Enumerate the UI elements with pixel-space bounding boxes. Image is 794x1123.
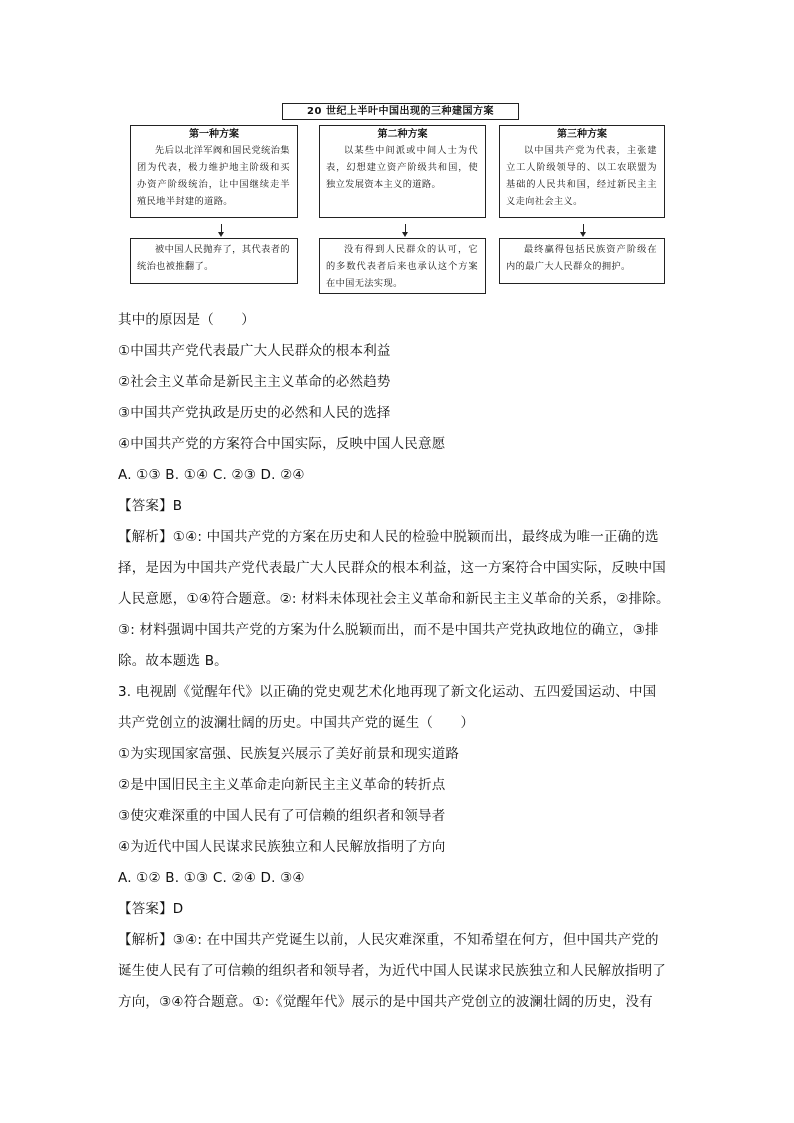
plan-1-result: 被中国人民抛弃了，其代表者的统治也被推翻了。: [137, 244, 290, 272]
plan-3-text: 以中国共产党为代表，主张建立工人阶级领导的、以工农联盟为基础的人民共和国，经过新民主主义走向社会主义。: [506, 145, 657, 207]
plan-1-arrow-icon: [221, 224, 222, 233]
q3-answer: 【答案】D: [118, 901, 184, 917]
q3-stem-line-1: 3. 电视剧《觉醒年代》以正确的党史观艺术化地再现了新文化运动、五四爱国运动、中国: [118, 684, 657, 700]
q3-choices: A. ①② B. ①③ C. ②④ D. ③④: [118, 870, 305, 886]
q2-analysis-line-2: 择，是因为中国共产党代表最广大人民群众的根本利益，这一方案符合中国实际，反映中国: [118, 560, 666, 576]
q2-analysis-line-1: 【解析】①④: 中国共产党的方案在历史和人民的检验中脱颖而出，最终成为唯一正确的选: [118, 529, 659, 545]
plan-3-result: 最终赢得包括民族资产阶级在内的最广大人民群众的拥护。: [506, 244, 657, 272]
plan-3-box: [499, 125, 665, 218]
plan-2-arrow-icon: [405, 224, 406, 233]
plan-1-box: [130, 125, 298, 218]
q3-analysis-line-2: 诞生使人民有了可信赖的组织者和领导者，为近代中国人民谋求民族独立和人民解放指明了: [118, 963, 666, 979]
three-plans-diagram: [0, 0, 794, 300]
q2-option-4: ④中国共产党的方案符合中国实际，反映中国人民意愿: [118, 436, 446, 452]
q3-analysis-line-3: 方向，③④符合题意。①:《觉醒年代》展示的是中国共产党创立的波澜壮阔的历史，没有: [118, 994, 653, 1010]
q3-option-4: ④为近代中国人民谋求民族独立和人民解放指明了方向: [118, 839, 446, 855]
q2-option-3: ③中国共产党执政是历史的必然和人民的选择: [118, 405, 391, 421]
plan-2-heading: 第二种方案: [377, 129, 428, 140]
q2-analysis-line-5: 除。故本题选 B。: [118, 653, 228, 669]
plan-2-result-box: [319, 238, 486, 294]
plan-3-arrow-icon: [583, 224, 584, 233]
q2-option-2: ②社会主义革命是新民主主义革命的必然趋势: [118, 374, 391, 390]
plan-1-result-box: [130, 238, 298, 284]
q2-option-1: ①中国共产党代表最广大人民群众的根本利益: [118, 343, 391, 359]
q2-stem: 其中的原因是（ ）: [118, 312, 255, 328]
question-content: [118, 305, 678, 1018]
plan-2-result: 没有得到人民群众的认可，它的多数代表者后来也承认这个方案在中国无法实现。: [326, 244, 478, 289]
q3-option-3: ③使灾难深重的中国人民有了可信赖的组织者和领导者: [118, 808, 446, 824]
plan-3-result-box: [499, 238, 665, 284]
q3-option-1: ①为实现国家富强、民族复兴展示了美好前景和现实道路: [118, 746, 460, 762]
q3-stem-line-2: 共产党创立的波澜壮阔的历史。中国共产党的诞生（ ）: [118, 715, 475, 731]
q2-analysis-line-4: ③: 材料强调中国共产党的方案为什么脱颖而出，而不是中国共产党执政地位的确立，③排: [118, 622, 659, 638]
q2-answer: 【答案】B: [118, 498, 183, 514]
plan-2-text: 以某些中间派或中间人士为代表，幻想建立资产阶级共和国，使独立发展资本主义的道路。: [326, 145, 478, 190]
q2-choices: A. ①③ B. ①④ C. ②③ D. ②④: [118, 467, 305, 483]
q3-analysis-line-1: 【解析】③④: 在中国共产党诞生以前，人民灾难深重，不知希望在何方，但中国共产党的: [118, 932, 659, 948]
plan-1-text: 先后以北洋军阀和国民党统治集团为代表，极力维护地主阶级和买办资产阶级统治，让中国继续走半殖民地半封建的道路。: [137, 145, 290, 207]
plan-1-heading: 第一种方案: [189, 129, 239, 140]
plan-3-heading: 第三种方案: [557, 129, 607, 140]
diagram-title: 20 世纪上半叶中国出现的三种建国方案: [282, 103, 519, 120]
q3-option-2: ②是中国旧民主主义革命走向新民主主义革命的转折点: [118, 777, 446, 793]
plan-2-box: [319, 125, 486, 218]
q2-analysis-line-3: 人民意愿，①④符合题意。②: 材料未体现社会主义革命和新民主主义革命的关系，②排除。: [118, 591, 670, 607]
